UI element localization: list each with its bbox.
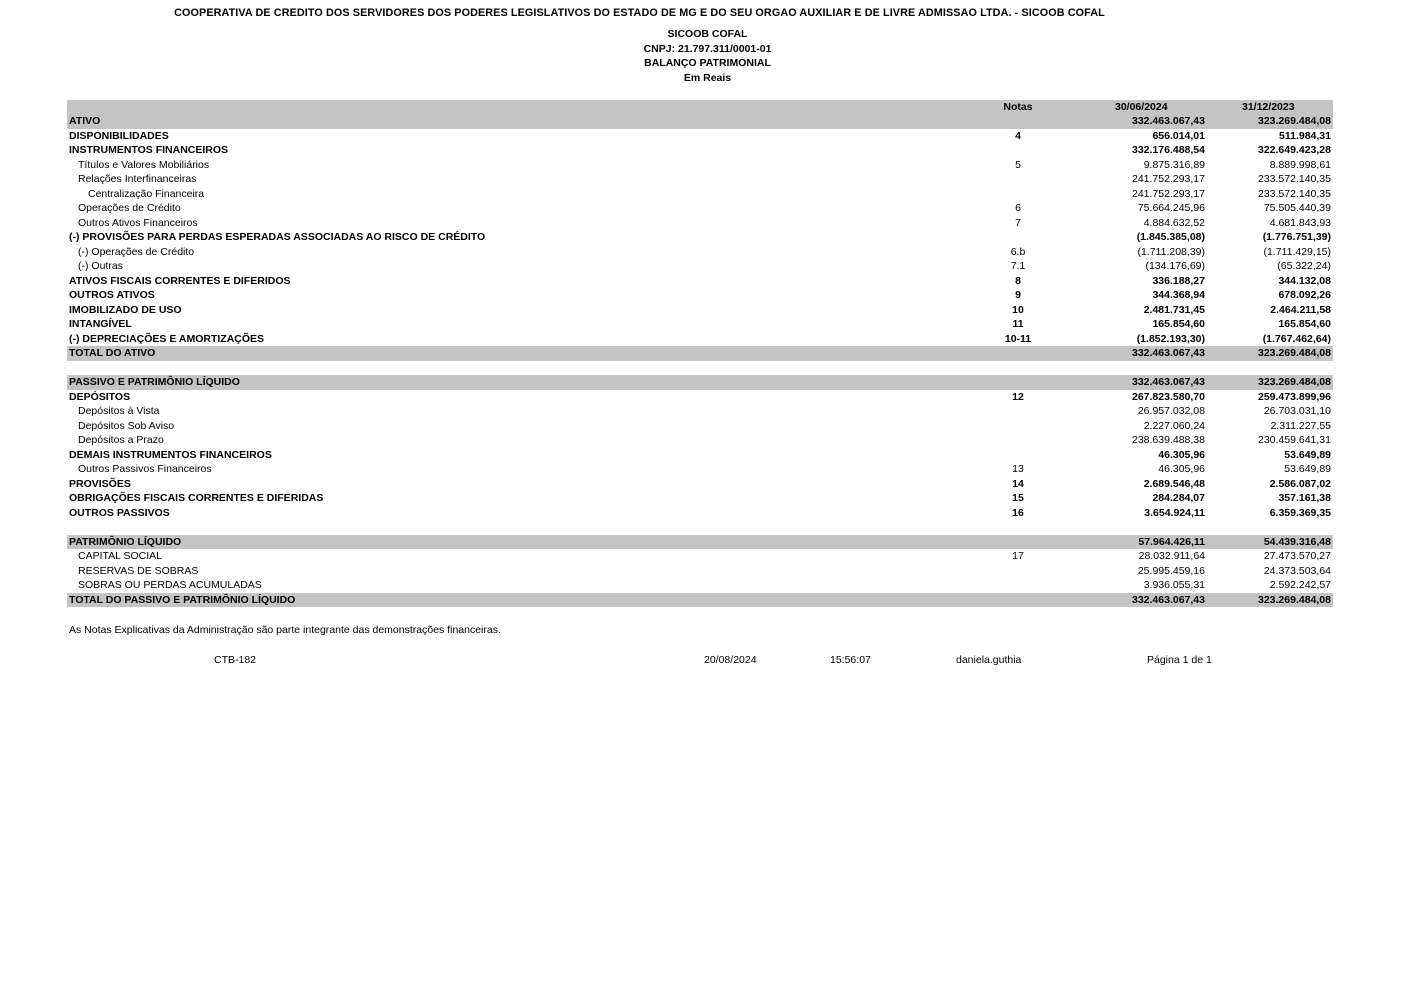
row-value-2023: 4.681.843,93	[1269, 216, 1331, 229]
row-value-2023: 26.703.031,10	[1263, 405, 1331, 417]
row-label: Relações Interfinanceiras	[78, 173, 197, 185]
row-value-2024: 241.752.293,17	[1132, 173, 1205, 185]
row-label: DEPÓSITOS	[69, 390, 131, 403]
row-value-2023: 53.649,89	[1284, 448, 1331, 461]
report-title: BALANÇO PATRIMONIAL	[644, 57, 771, 69]
table-row	[67, 274, 1333, 289]
row-value-2023: (1.776.751,39)	[1262, 231, 1331, 243]
row-value-2023: 2.592.242,57	[1269, 579, 1331, 591]
table-row	[67, 419, 1333, 434]
row-note: 7	[1015, 216, 1021, 229]
row-label: (-) PROVISÕES PARA PERDAS ESPERADAS ASSOCIADAS AO RISCO DE CRÉDITO	[69, 231, 486, 243]
row-label: ATIVOS FISCAIS CORRENTES E DIFERIDOS	[69, 274, 291, 287]
row-value-2023: 24.373.503,64	[1263, 564, 1331, 577]
row-note: 15	[1012, 492, 1024, 504]
table-row	[67, 172, 1333, 187]
row-label: Centralização Financeira	[88, 187, 205, 200]
table-row	[67, 491, 1333, 506]
row-value-2023: 678.092,26	[1278, 289, 1331, 301]
footnote: As Notas Explicativas da Administração são parte integrante das demonstrações financeiras.	[69, 624, 501, 636]
row-value-2023: 2.464.211,58	[1270, 303, 1331, 316]
row-note: 10	[1012, 303, 1024, 316]
row-note: 6.b	[1010, 245, 1026, 258]
row-value-2024: 656.014,01	[1152, 129, 1205, 142]
row-value-2023: 511.984,31	[1279, 129, 1331, 142]
row-label: Depósitos Sob Aviso	[78, 419, 175, 432]
row-value-2024: 332.463.067,43	[1132, 376, 1205, 388]
date2-column-header: 31/12/2023	[1242, 101, 1295, 113]
row-value-2023: 53.649,89	[1284, 463, 1331, 475]
row-value-2024: 336.188,27	[1152, 274, 1205, 287]
spacer-row	[67, 361, 1333, 376]
row-value-2023: 165.854,60	[1278, 318, 1331, 330]
date1-column-header: 30/06/2024	[1115, 101, 1168, 113]
row-value-2023: (1.767.462,64)	[1262, 332, 1331, 345]
row-value-2024: (1.852.193,30)	[1136, 332, 1205, 345]
table-row	[67, 201, 1333, 216]
organization-title: COOPERATIVA DE CREDITO DOS SERVIDORES DOS PODERES LEGISLATIVOS DO ESTADO DE MG E DO SEU ORGAO AUXILIAR E DE LIVRE ADMISSAO LTDA. - SICOOB COFAL	[174, 7, 1105, 19]
row-value-2023: 357.161,38	[1278, 492, 1331, 504]
table-row	[67, 332, 1333, 347]
row-value-2024: 2.689.546,48	[1143, 477, 1205, 490]
column-header-row	[67, 100, 1333, 114]
row-label: ATIVO	[69, 115, 101, 127]
row-value-2023: 323.269.484,08	[1258, 347, 1331, 359]
row-note: 14	[1012, 477, 1024, 490]
row-value-2023: (1.711.429,15)	[1263, 245, 1331, 258]
row-value-2023: 2.311.227,55	[1270, 419, 1331, 432]
footer-page-number: Página 1 de 1	[1147, 654, 1212, 666]
row-value-2023: 230.459.641,31	[1258, 434, 1331, 446]
row-value-2024: 267.823.580,70	[1132, 390, 1205, 403]
row-value-2023: 75.505.440,39	[1263, 202, 1331, 214]
row-note: 12	[1012, 390, 1024, 403]
row-label: OUTROS ATIVOS	[69, 289, 155, 301]
row-note: 13	[1012, 463, 1024, 475]
row-note: 11	[1012, 318, 1024, 330]
table-row	[67, 143, 1333, 158]
row-value-2024: 344.368,94	[1152, 289, 1205, 301]
row-note: 8	[1015, 274, 1021, 287]
table-row	[67, 317, 1333, 332]
row-note: 10-11	[1004, 332, 1032, 345]
row-value-2023: 322.649.423,28	[1258, 144, 1331, 156]
row-value-2024: 4.884.632,52	[1143, 216, 1205, 229]
table-row	[67, 433, 1333, 448]
row-value-2023: 323.269.484,08	[1258, 593, 1331, 606]
footer-user: daniela.guthia	[956, 654, 1022, 666]
table-row	[67, 578, 1333, 593]
row-label: TOTAL DO ATIVO	[69, 347, 156, 359]
table-row	[67, 404, 1333, 419]
table-row	[67, 216, 1333, 231]
row-value-2024: 332.176.488,54	[1132, 144, 1205, 156]
row-value-2024: 332.463.067,43	[1132, 115, 1205, 127]
table-row	[67, 114, 1333, 129]
row-label: DEMAIS INSTRUMENTOS FINANCEIROS	[69, 448, 272, 461]
row-value-2023: 8.889.998,61	[1269, 158, 1331, 171]
row-value-2023: 233.572.140,35	[1258, 187, 1331, 200]
row-label: (-) Operações de Crédito	[78, 245, 195, 258]
row-label: IMOBILIZADO DE USO	[69, 303, 182, 316]
row-label: SOBRAS OU PERDAS ACUMULADAS	[78, 579, 262, 591]
table-row	[67, 535, 1333, 550]
row-value-2024: 46.305,96	[1158, 448, 1205, 461]
row-value-2023: 54.439.316,48	[1263, 535, 1331, 548]
balance-sheet-table	[67, 100, 1333, 607]
row-value-2023: 323.269.484,08	[1258, 376, 1331, 388]
company-name: SICOOB COFAL	[667, 28, 748, 40]
row-note: 17	[1012, 550, 1024, 562]
row-label: (-) DEPRECIAÇÕES E AMORTIZAÇÕES	[69, 332, 265, 345]
row-value-2024: 332.463.067,43	[1132, 593, 1205, 606]
row-value-2024: 28.032.911,64	[1138, 550, 1205, 562]
table-row	[67, 477, 1333, 492]
table-row	[67, 462, 1333, 477]
table-row	[67, 245, 1333, 260]
row-value-2023: 233.572.140,35	[1258, 173, 1331, 185]
report-unit: Em Reais	[683, 72, 732, 84]
row-value-2024: 3.654.924,11	[1144, 506, 1205, 519]
footer-date: 20/08/2024	[704, 654, 757, 666]
table-row	[67, 549, 1333, 564]
row-value-2024: 238.639.488,38	[1132, 434, 1205, 446]
row-label: Operações de Crédito	[78, 202, 181, 214]
row-value-2024: 46.305,96	[1158, 463, 1205, 475]
row-label: CAPITAL SOCIAL	[78, 550, 163, 562]
row-value-2023: 27.473.570,27	[1263, 550, 1331, 562]
table-row	[67, 158, 1333, 173]
row-label: OUTROS PASSIVOS	[69, 506, 170, 519]
row-value-2024: (134.176,69)	[1145, 260, 1205, 272]
row-value-2024: (1.711.208,39)	[1137, 245, 1205, 258]
row-label: Depósitos a Prazo	[78, 434, 164, 446]
table-row	[67, 129, 1333, 144]
row-note: 4	[1015, 129, 1021, 142]
row-label: (-) Outras	[78, 260, 123, 272]
table-row	[67, 230, 1333, 245]
row-label: OBRIGAÇÕES FISCAIS CORRENTES E DIFERIDAS	[69, 492, 324, 504]
row-label: DISPONIBILIDADES	[69, 129, 169, 142]
table-row	[67, 390, 1333, 405]
row-label: RESERVAS DE SOBRAS	[78, 564, 199, 577]
row-label: INTANGÍVEL	[69, 318, 132, 330]
row-value-2024: 57.964.426,11	[1138, 535, 1205, 548]
row-label: Títulos e Valores Mobiliários	[78, 158, 210, 171]
row-value-2024: 2.481.731,45	[1143, 303, 1205, 316]
row-label: Outros Passivos Financeiros	[78, 463, 212, 475]
row-value-2024: 26.957.032,08	[1137, 405, 1205, 417]
row-value-2023: 2.586.087,02	[1269, 477, 1331, 490]
row-value-2024: 332.463.067,43	[1132, 347, 1205, 359]
table-row	[67, 346, 1333, 361]
row-note: 6	[1015, 202, 1021, 214]
row-label: INSTRUMENTOS FINANCEIROS	[69, 144, 229, 156]
row-label: PASSIVO E PATRIMÔNIO LÍQUIDO	[69, 376, 240, 388]
row-value-2023: 259.473.899,96	[1258, 390, 1331, 403]
row-value-2024: 9.875.316,89	[1143, 158, 1205, 171]
row-note: 9	[1015, 289, 1021, 301]
row-value-2023: 6.359.369,35	[1269, 506, 1331, 519]
row-note: 7.1	[1010, 260, 1026, 272]
row-value-2024: 25.995.459,16	[1137, 564, 1205, 577]
footer-report-code: CTB-182	[214, 654, 257, 666]
row-value-2024: (1.845.385,08)	[1136, 231, 1205, 243]
spacer-row	[67, 520, 1333, 535]
table-body	[67, 114, 1333, 607]
table-row	[67, 375, 1333, 390]
row-label: TOTAL DO PASSIVO E PATRIMÔNIO LÍQUIDO	[69, 593, 296, 606]
table-row	[67, 303, 1333, 318]
row-label: PROVISÕES	[69, 477, 131, 490]
row-value-2024: 2.227.060,24	[1143, 419, 1205, 432]
row-value-2024: 165.854,60	[1152, 318, 1205, 330]
table-row	[67, 259, 1333, 274]
table-row	[67, 187, 1333, 202]
row-value-2023: 344.132,08	[1278, 274, 1331, 287]
row-label: Depósitos à Vista	[78, 405, 160, 417]
table-row	[67, 564, 1333, 579]
company-cnpj: CNPJ: 21.797.311/0001-01	[643, 43, 772, 55]
row-label: PATRIMÔNIO LÍQUIDO	[69, 535, 182, 548]
row-value-2023: 323.269.484,08	[1258, 115, 1331, 127]
row-note: 16	[1012, 506, 1024, 519]
row-value-2024: 284.284,07	[1152, 492, 1205, 504]
table-row	[67, 288, 1333, 303]
row-label: Outros Ativos Financeiros	[78, 216, 198, 229]
table-row	[67, 448, 1333, 463]
footer-time: 15:56:07	[830, 654, 871, 666]
row-note: 5	[1015, 158, 1021, 171]
row-value-2023: (65.322,24)	[1277, 260, 1331, 272]
row-value-2024: 3.936.055,31	[1143, 579, 1205, 591]
row-value-2024: 75.664.245,96	[1137, 202, 1205, 214]
table-row	[67, 506, 1333, 521]
table-row	[67, 593, 1333, 608]
notes-column-header: Notas	[1003, 101, 1033, 113]
row-value-2024: 241.752.293,17	[1132, 187, 1205, 200]
